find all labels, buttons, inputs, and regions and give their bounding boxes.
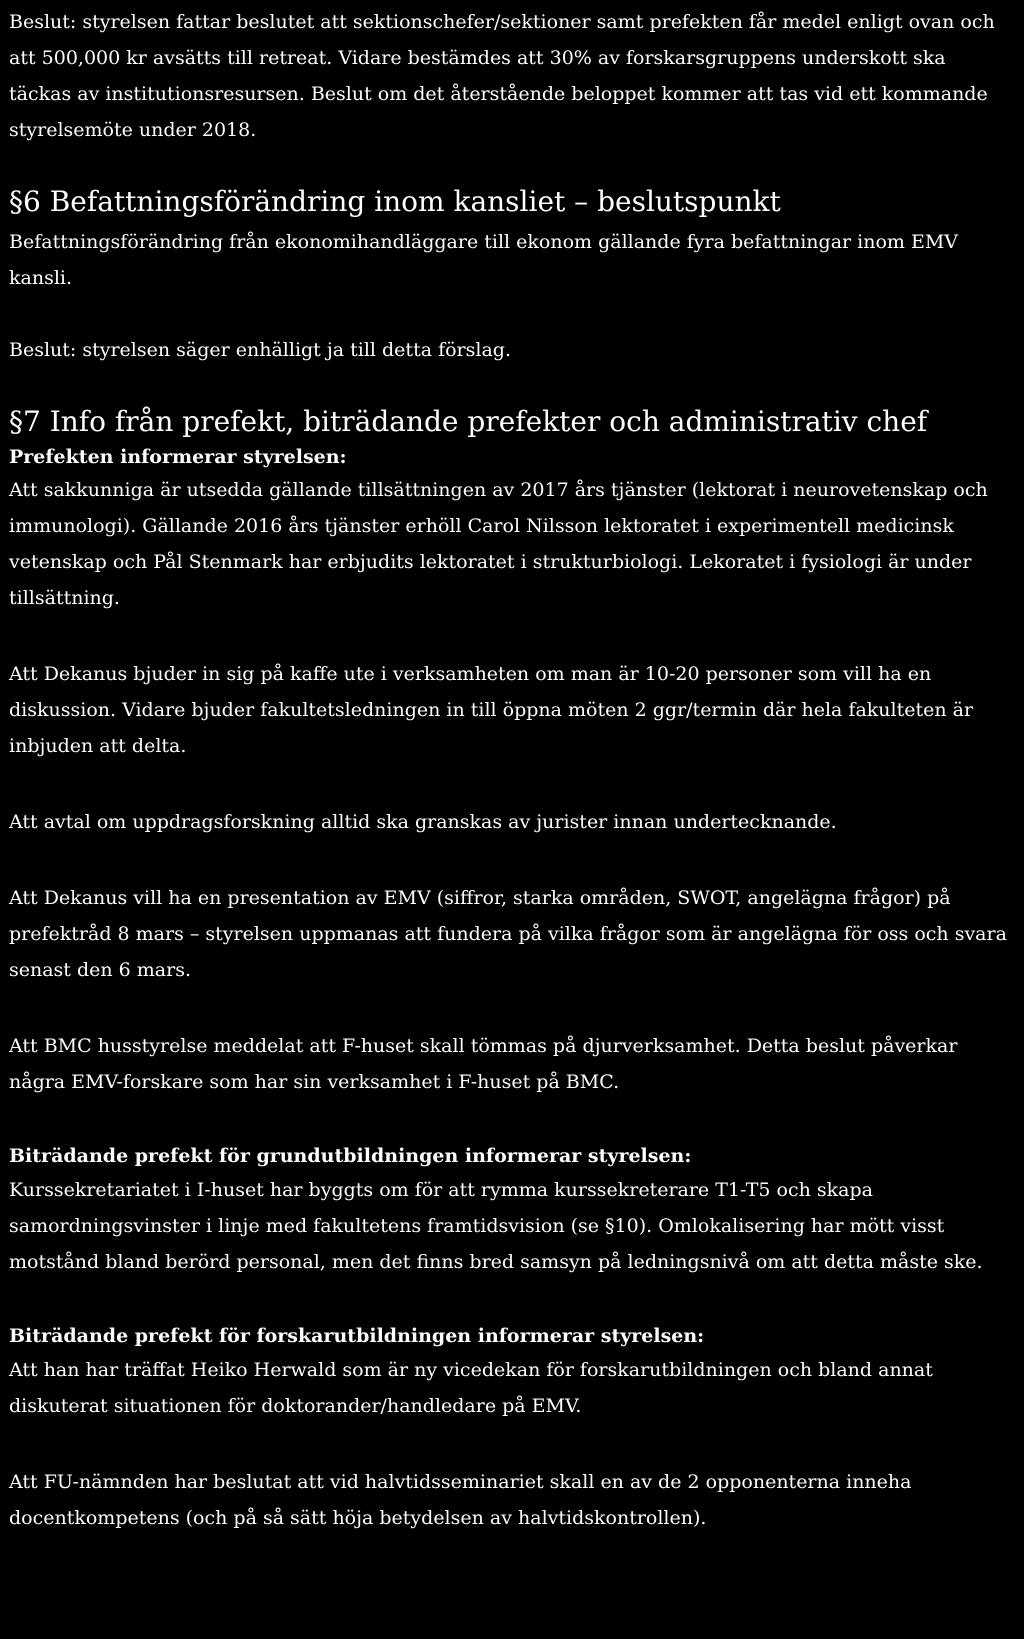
spacer bbox=[9, 368, 1012, 402]
section-6-heading: §6 Befattningsförändring inom kansliet – beslutspunkt bbox=[9, 185, 781, 218]
section-7-paragraph-5: Att BMC husstyrelse meddelat att F-huset skall tömmas på djurverksamhet. Detta beslut påverkar några EMV-forskare som har sin verksamhet i F-huset på BMC. bbox=[9, 1035, 958, 1093]
spacer bbox=[9, 840, 1012, 880]
section-7-paragraph-1: Att sakkunniga är utsedda gällande tillsättningen av 2017 års tjänster (lektorat i neurovetenskap och immunologi). Gällande 2016 års tjänster erhöll Carol Nilsson lektoratet i experimentell medicinsk vetenskap och Pål Stenmark har erbjudits lektoratet i strukturbiologi. Lekoratet i fysiologi är under tillsättning. bbox=[9, 479, 988, 609]
forskarutbildning-lead: Biträdande prefekt för forskarutbildningen informerar styrelsen: bbox=[9, 1325, 705, 1347]
spacer bbox=[9, 148, 1012, 182]
section-7-paragraph-8: Att FU-nämnden har beslutat att vid halvtidsseminariet skall en av de 2 opponenterna inneha docentkompetens (och på så sätt höja betydelsen av halvtidskontrollen). bbox=[9, 1471, 912, 1529]
section-7-heading: §7 Info från prefekt, biträdande prefekter och administrativ chef bbox=[9, 405, 928, 438]
section-7-paragraph-7: Att han har träffat Heiko Herwald som är ny vicedekan för forskarutbildningen och bland annat diskuterat situationen för doktorander/handledare på EMV. bbox=[9, 1359, 933, 1417]
spacer bbox=[9, 296, 1012, 332]
spacer bbox=[9, 1424, 1012, 1464]
section-7-paragraph-4: Att Dekanus vill ha en presentation av EMV (siffror, starka områden, SWOT, angelägna frågor) på prefektråd 8 mars – styrelsen uppmanas att fundera på vilka frågor som är angelägna för oss och svara senast den 6 mars. bbox=[9, 887, 1007, 981]
prefekt-lead: Prefekten informerar styrelsen: bbox=[9, 446, 347, 468]
spacer bbox=[9, 1100, 1012, 1140]
spacer bbox=[9, 988, 1012, 1028]
section-7-paragraph-6: Kurssekretariatet i I-huset har byggts om för att rymma kurssekreterare T1-T5 och skapa samordningsvinster i linje med fakultetens framtidsvision (se §10). Omlokalisering har mött visst motstånd bland berörd personal, men det finns bred samsyn på ledningsnivå om att detta måste ske. bbox=[9, 1179, 983, 1273]
spacer bbox=[9, 764, 1012, 804]
intro-paragraph: Beslut: styrelsen fattar beslutet att sektionschefer/sektioner samt prefekten får medel enligt ovan och att 500,000 kr avsätts till retreat. Vidare bestämdes att 30% av forskarsgruppens underskott ska täckas av institutionsresursen. Beslut om det återstående beloppet kommer att tas vid ett kommande styrelsemöte under 2018. bbox=[9, 11, 995, 141]
section-7-paragraph-2: Att Dekanus bjuder in sig på kaffe ute i verksamheten om man är 10-20 personer som vill ha en diskussion. Vidare bjuder fakultetsledningen in till öppna möten 2 ggr/termin där hela fakulteten är inbjuden att delta. bbox=[9, 663, 974, 757]
section-6-paragraph-1: Befattningsförändring från ekonomihandläggare till ekonom gällande fyra befattningar inom EMV kansli. bbox=[9, 231, 959, 289]
section-6-paragraph-2: Beslut: styrelsen säger enhälligt ja till detta förslag. bbox=[9, 339, 511, 361]
spacer bbox=[9, 1280, 1012, 1320]
spacer bbox=[9, 616, 1012, 656]
section-7-paragraph-3: Att avtal om uppdragsforskning alltid ska granskas av jurister innan undertecknande. bbox=[9, 811, 837, 833]
grundutbildning-lead: Biträdande prefekt för grundutbildningen informerar styrelsen: bbox=[9, 1145, 692, 1167]
